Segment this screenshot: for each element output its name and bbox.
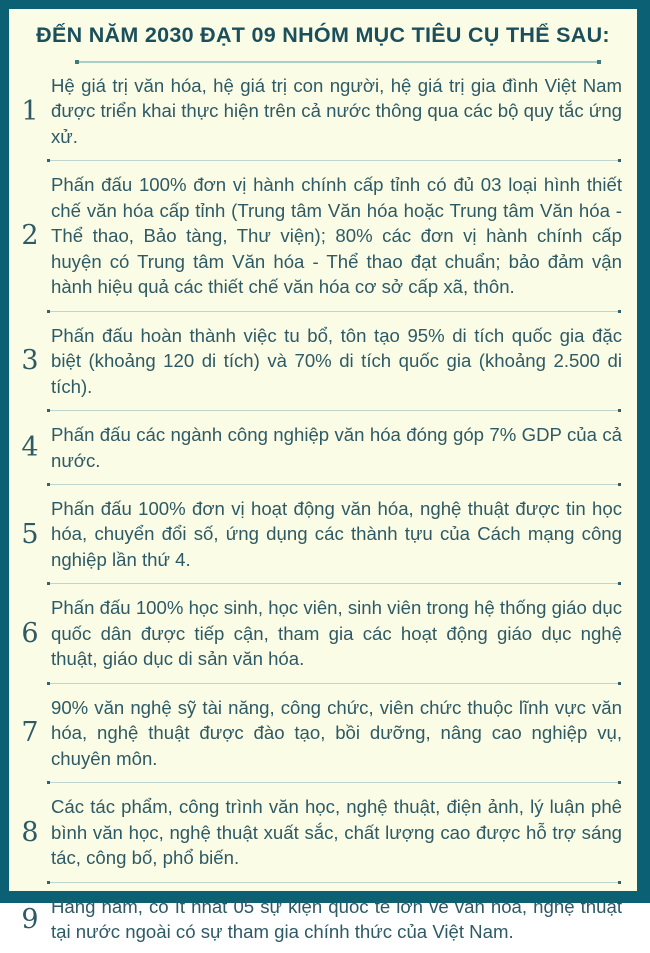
goal-item-5: [9, 492, 637, 576]
goal-text: Hệ giá trị văn hóa, hệ giá trị con người, hệ giá trị gia đình Việt Nam được triển khai thực hiện trên cả nước thông qua các bộ quy tắc ứng xử.: [51, 74, 622, 147]
goal-text: 90% văn nghệ sỹ tài năng, công chức, viên chức thuộc lĩnh vực văn hóa, nghệ thuật được đào tạo, bồi dưỡng, nâng cao nghiệp vụ, chuyên môn.: [51, 696, 622, 769]
goal-item-1: [9, 69, 637, 153]
goal-item-3: [9, 319, 637, 403]
item-divider: [47, 410, 621, 411]
goal-text: Phấn đấu các ngành công nghiệp văn hóa đóng góp 7% GDP của cả nước.: [51, 424, 622, 471]
goal-item-6: [9, 591, 637, 675]
goal-number: 1: [21, 95, 39, 127]
goal-item-9: [9, 890, 637, 949]
goals-list: [9, 63, 637, 953]
item-divider: [47, 882, 621, 883]
goal-number: 5: [21, 518, 39, 550]
goal-number: 4: [21, 432, 39, 463]
goal-text: Hằng năm, có ít nhất 05 sự kiện quốc tế lớn về văn hóa, nghệ thuật tại nước ngoài có sự tham gia chính thức của Việt Nam.: [51, 895, 622, 943]
item-divider: [47, 160, 621, 161]
item-divider: [47, 782, 621, 783]
goal-text: Phấn đấu 100% đơn vị hoạt động văn hóa, nghệ thuật được tin học hóa, chuyển đổi số, ứng dụng các thành tựu của Cách mạng công nghiệp lần thứ 4.: [51, 497, 622, 570]
goal-item-7: [9, 691, 637, 775]
goal-number: 2: [21, 220, 39, 252]
goal-number: 8: [21, 816, 39, 848]
item-divider: [47, 484, 621, 485]
title-divider: [75, 61, 601, 63]
title-section: [9, 9, 637, 63]
goal-item-4: [9, 418, 637, 477]
goal-number: 7: [21, 717, 39, 749]
goal-number: 9: [21, 903, 39, 935]
item-divider: [47, 311, 621, 312]
page-title: ĐẾN NĂM 2030 ĐẠT 09 NHÓM MỤC TIÊU CỤ THỂ SAU:: [36, 23, 610, 47]
goal-number: 3: [21, 345, 39, 377]
goal-text: Các tác phẩm, công trình văn học, nghệ thuật, điện ảnh, lý luận phê bình văn học, nghệ thuật xuất sắc, chất lượng cao được hỗ trợ sáng tác, công bố, phổ biến.: [51, 796, 622, 869]
goal-text: Phấn đấu 100% đơn vị hành chính cấp tỉnh có đủ 03 loại hình thiết chế văn hóa cấp tỉnh (Trung tâm Văn hóa hoặc Trung tâm Văn hóa - Thể thao, Bảo tàng, Thư viện); 80% các đơn vị hành chính cấp huyện có Trung tâm Văn hóa - Thể thao đạt chuẩn; bảo đảm vận hành hiệu quả các thiết chế văn hóa cơ sở cấp xã, thôn.: [51, 174, 622, 298]
goal-item-8: [9, 790, 637, 874]
goal-text: Phấn đấu 100% học sinh, học viên, sinh viên trong hệ thống giáo dục quốc dân được tiếp cận, tham gia các hoạt động giáo dục nghệ thuật, giáo dục di sản văn hóa.: [51, 597, 622, 670]
goal-number: 6: [21, 618, 39, 650]
goal-item-2: [9, 168, 637, 303]
goal-text: Phấn đấu hoàn thành việc tu bổ, tôn tạo 95% di tích quốc gia đặc biệt (khoảng 120 di tích) và 70% di tích quốc gia (khoảng 2.500 di tích).: [51, 324, 622, 397]
item-divider: [47, 683, 621, 684]
item-divider: [47, 583, 621, 584]
